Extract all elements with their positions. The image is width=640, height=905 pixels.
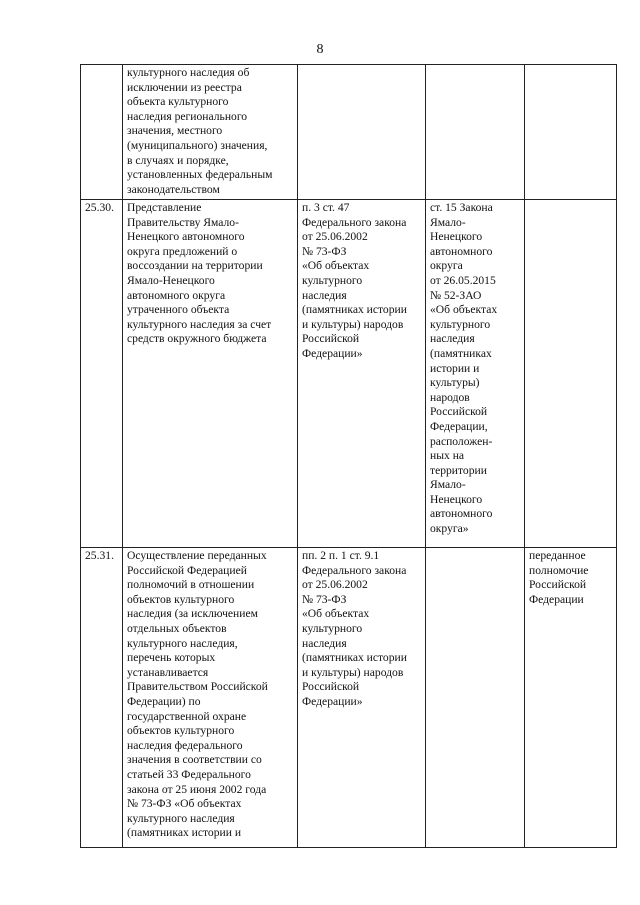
note-cell xyxy=(525,200,617,548)
note-cell: переданное полномочие Российской Федерации xyxy=(525,548,617,848)
row-number-cell: 25.31. xyxy=(81,548,123,848)
description-cell: культурного наследия об исключении из реестра объекта культурного наследия регионального значения, местного (муниципального) значения, в случаях и порядке, установленных федеральным законодательством xyxy=(123,65,298,200)
note-cell xyxy=(525,65,617,200)
regional-basis-cell xyxy=(426,65,525,200)
federal-basis-cell xyxy=(298,65,426,200)
table-row xyxy=(81,65,617,200)
federal-basis-cell: пп. 2 п. 1 ст. 9.1 Федерального закона от 25.06.2002 № 73-ФЗ «Об объектах культурного наследия (памятниках истории и культуры) народов Российской Федерации» xyxy=(298,548,426,848)
federal-basis-cell: п. 3 ст. 47 Федерального закона от 25.06.2002 № 73-ФЗ «Об объектах культурного наследия (памятниках истории и культуры) народов Российской Федерации» xyxy=(298,200,426,548)
page-number: 8 xyxy=(316,42,324,57)
table-row xyxy=(81,548,617,848)
row-number-cell xyxy=(81,65,123,200)
table-row xyxy=(81,200,617,548)
description-cell: Осуществление переданных Российской Федерацией полномочий в отношении объектов культурного наследия (за исключением отдельных объектов культурного наследия, перечень которых устанавливается Правительством Российской Федерации) по государственной охране объектов культурного наследия федерального значения в соответствии со статьей 33 Федерального закона от 25 июня 2002 года № 73-ФЗ «Об объектах культурного наследия (памятниках истории и xyxy=(123,548,298,848)
description-cell: Представление Правительству Ямало- Ненецкого автономного округа предложений о воссоздании на территории Ямало-Ненецкого автономного округа утраченного объекта культурного наследия за счет средств окружного бюджета xyxy=(123,200,298,548)
powers-table xyxy=(80,64,617,848)
regional-basis-cell: ст. 15 Закона Ямало- Ненецкого автономного округа от 26.05.2015 № 52-ЗАО «Об объектах культурного наследия (памятниках истории и культуры) народов Российской Федерации, расположен- ных на территории Ямало- Ненецкого автономного округа» xyxy=(426,200,525,548)
row-number-cell: 25.30. xyxy=(81,200,123,548)
regional-basis-cell xyxy=(426,548,525,848)
